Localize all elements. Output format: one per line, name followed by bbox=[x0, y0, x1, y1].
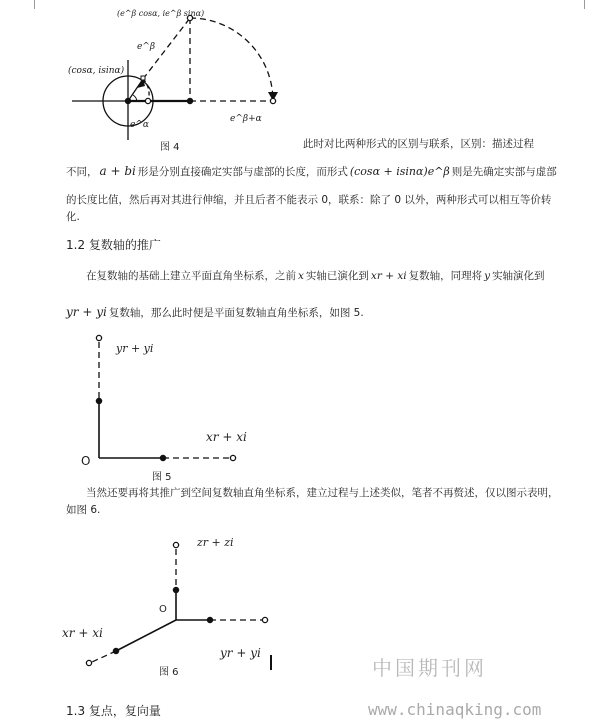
fig4-square-marker bbox=[141, 76, 145, 80]
para1-text: 则是先确定实部与虚部 bbox=[451, 166, 557, 178]
fig5-x-dot bbox=[160, 455, 165, 460]
fig6-z-end bbox=[173, 542, 178, 547]
para2-line1 bbox=[86, 269, 545, 283]
fig4-origin-dot bbox=[125, 98, 130, 103]
fig6-x-dashed bbox=[92, 651, 116, 662]
fig4-label-e-beta: e^β bbox=[137, 42, 156, 52]
para1-line4: 化. bbox=[66, 211, 80, 223]
para2-text: 实轴演化到 bbox=[492, 270, 545, 282]
fig4-point-dot bbox=[187, 98, 192, 103]
formula-y: y bbox=[484, 270, 491, 282]
fig5-x-end bbox=[230, 455, 235, 460]
fig5-label-y: yr + yi bbox=[116, 342, 154, 355]
fig6-x-end bbox=[86, 660, 91, 665]
fig4-label-unit-point: (cosα, isinα) bbox=[68, 66, 125, 76]
para3-line2: 如图 6. bbox=[66, 504, 101, 516]
para2-text: 实轴已演化到 bbox=[305, 270, 369, 282]
para2-text: 复数轴，同理将 bbox=[408, 270, 483, 282]
fig6-x-axis bbox=[116, 620, 176, 651]
para1-text: 形是分别直接确定实部与虚部的长度，而形式 bbox=[137, 166, 348, 178]
para1-line3: 的长度比值，然后再对其进行伸缩，并且后者不能表示 0，联系：除了 0 以外，两种形式可以相互等价转 bbox=[66, 194, 552, 206]
para1-line2 bbox=[66, 164, 557, 179]
formula-xr-xi: xr + xi bbox=[370, 270, 407, 282]
watermark-url: www.chinaqking.com bbox=[368, 700, 542, 719]
fig5-label-origin: O bbox=[81, 454, 91, 468]
fig4-end-dot bbox=[270, 98, 275, 103]
fig6-label-y: yr + yi bbox=[220, 646, 261, 660]
fig6-y-end bbox=[262, 617, 267, 622]
fig5-label-x: xr + xi bbox=[206, 430, 247, 444]
para1-text: 不同， bbox=[66, 166, 98, 178]
fig6-label-x: xr + xi bbox=[62, 626, 103, 640]
fig4-label-e-alpha: e^α bbox=[130, 120, 149, 130]
fig6-x-dot bbox=[113, 648, 118, 653]
para1-line1: 此时对比两种形式的区别与联系，区别：描述过程 bbox=[303, 138, 534, 150]
fig5-y-end bbox=[96, 335, 101, 340]
fig4-label-exp-point: (e^β cosα, ie^β sinα) bbox=[117, 9, 205, 18]
para2-text: 在复数轴的基础上建立平面直角坐标系，之前 bbox=[86, 270, 296, 282]
para2-text: 复数轴，那么此时便是平面复数轴直角坐标系，如图 5. bbox=[108, 307, 364, 319]
section-1-2-title: 1.2 复数轴的推广 bbox=[66, 238, 161, 252]
fig6-label-z: zr + zi bbox=[197, 536, 234, 549]
watermark-cn: 中国期刊网 bbox=[372, 656, 487, 680]
section-1-3-title: 1.3 复点，复向量 bbox=[66, 704, 161, 718]
figure-6-caption: 图 6 bbox=[159, 667, 179, 678]
formula-x: x bbox=[298, 270, 304, 282]
fig6-y-dot bbox=[207, 617, 212, 622]
fig6-label-origin: O bbox=[159, 604, 167, 615]
text-cursor bbox=[270, 655, 272, 670]
fig5-y-dot bbox=[96, 398, 101, 403]
formula-exponential: (cosα + isinα)e^β bbox=[349, 165, 450, 178]
fig4-big-arc bbox=[190, 18, 273, 101]
fig4-open-dot bbox=[145, 98, 150, 103]
formula-yr-yi: yr + yi bbox=[66, 305, 107, 319]
para2-line2 bbox=[66, 305, 364, 320]
fig6-z-dot bbox=[173, 587, 178, 592]
fig4-label-e-beta-alpha: e^β+α bbox=[230, 114, 262, 124]
formula-algebraic: a + bi bbox=[99, 164, 136, 178]
figure-4-caption: 图 4 bbox=[160, 142, 180, 153]
para3-line1: 当然还要再将其推广到空间复数轴直角坐标系，建立过程与上述类似，笔者不再赘述，仅以图示表明， bbox=[86, 487, 559, 499]
figure-5-caption: 图 5 bbox=[152, 472, 172, 483]
